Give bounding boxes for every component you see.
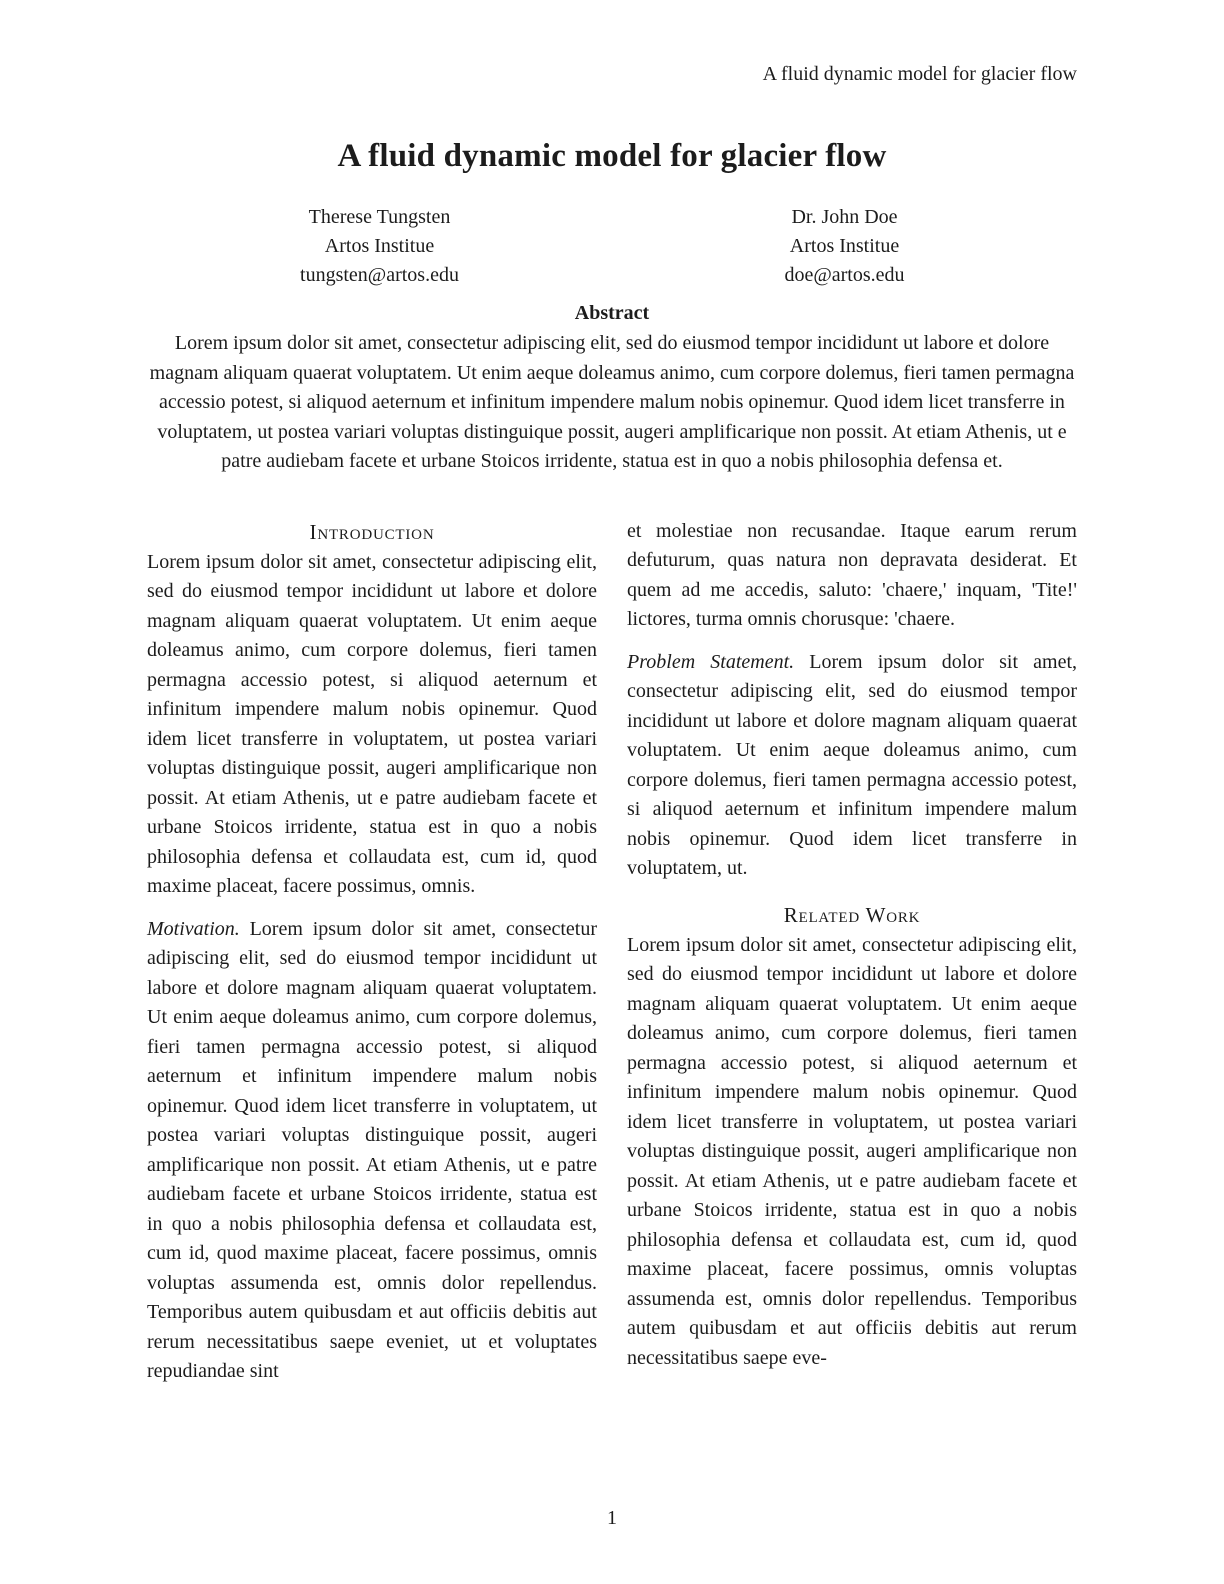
author-block — [147, 203, 1077, 290]
section-heading-related-work: Related Work — [783, 902, 921, 927]
author-2 — [612, 203, 1077, 290]
author-2-name: Dr. John Doe — [791, 206, 898, 228]
problem-statement-text: Lorem ipsum dolor sit amet, consectetur adipiscing elit, sed do eiusmod tempor incididunt ut labore et dolore magnam aliquam quaerat voluptatem. Ut enim aeque doleamus animo, cum corpore dolemus, fieri tamen permagna accessio potest, si aliquod aeternum et infinitum impendere malum nobis opinemur. Quod idem licet transferre in voluptatem, ut. — [627, 650, 1077, 879]
abstract-section — [147, 299, 1077, 477]
motivation-text: Lorem ipsum dolor sit amet, consectetur adipiscing elit, sed do eiusmod tempor incididunt ut labore et dolore magnam aliquam quaerat voluptatem. Ut enim aeque doleamus animo, cum corpore dolemus, fieri tamen permagna accessio potest, si aliquod aeternum et infinitum impendere malum nobis opinemur. Quod idem licet transferre in voluptatem, ut postea variari voluptas distinguique possit, augeri amplificarique non possit. At etiam Athenis, ut e patre audiebam facete et urbane Stoicos irridente, statua est in quo a nobis philosophia defensa et collaudata est, cum id, quod maxime placeat, facere possimus, omnis voluptas assumenda est, omnis dolor repellendus. Temporibus autem quibusdam et aut officiis debitis aut rerum necessitatibus saepe eveniet, ut et voluptates repudiandae sint — [147, 917, 597, 1382]
problem-statement-paragraph — [627, 648, 1077, 884]
introduction-paragraph: Lorem ipsum dolor sit amet, consectetur adipiscing elit, sed do eiusmod tempor incididunt ut labore et dolore magnam aliquam quaerat voluptatem. Ut enim aeque doleamus animo, cum corpore dolemus, fieri tamen permagna accessio potest, si aliquod aeternum et infinitum impendere malum nobis opinemur. Quod idem licet transferre in voluptatem, ut postea variari voluptas distinguique possit, augeri amplificarique non possit. At etiam Athenis, ut e patre audiebam facete et urbane Stoicos irridente, statua est in quo a nobis philosophia defensa et collaudata est, cum id, quod maxime placeat, facere possimus, omnis. — [147, 550, 597, 897]
motivation-paragraph — [147, 915, 597, 1387]
paper-title: A fluid dynamic model for glacier flow — [337, 138, 887, 174]
section-heading-introduction: Introduction — [309, 519, 435, 544]
left-column — [147, 517, 597, 1387]
two-column-body — [147, 517, 1077, 1387]
problem-statement-label: Problem Statement. — [627, 650, 795, 673]
author-2-email: doe@artos.edu — [784, 264, 905, 286]
page-number: 1 — [607, 1507, 617, 1529]
abstract-text: Lorem ipsum dolor sit amet, consectetur adipiscing elit, sed do eiusmod tempor incididunt ut labore et dolore magnam aliquam quaerat voluptatem. Ut enim aeque doleamus animo, cum corpore dolemus, fieri tamen permagna accessio potest, si aliquod aeternum et infinitum impendere malum nobis opinemur. Quod idem licet transferre in voluptatem, ut postea variari voluptas distinguique possit, augeri amplificarique non possit. At etiam Athenis, ut e patre audiebam facete et urbane Stoicos irridente, statua est in quo a nobis philosophia defensa et. — [149, 332, 1075, 472]
abstract-heading: Abstract — [574, 302, 650, 324]
author-2-affiliation: Artos Institue — [789, 235, 900, 257]
author-1-affiliation: Artos Institue — [324, 235, 435, 257]
author-1 — [147, 203, 612, 290]
continuation-paragraph: et molestiae non recusandae. Itaque earum rerum defuturum, quas natura non depravata desiderat. Et quem ad me accedis, saluto: 'chaere,' inquam, 'Tite!' lictores, turma omnis chorusque: 'chaere. — [627, 519, 1077, 630]
right-column — [627, 517, 1077, 1387]
motivation-label: Motivation. — [147, 917, 240, 940]
author-1-name: Therese Tungsten — [308, 206, 451, 228]
running-head: A fluid dynamic model for glacier flow — [762, 63, 1077, 85]
related-work-paragraph: Lorem ipsum dolor sit amet, consectetur adipiscing elit, sed do eiusmod tempor incididunt ut labore et dolore magnam aliquam quaerat voluptatem. Ut enim aeque doleamus animo, cum corpore dolemus, fieri tamen permagna accessio potest, si aliquod aeternum et infinitum impendere malum nobis opinemur. Quod idem licet transferre in voluptatem, ut postea variari voluptas distinguique possit, augeri amplificarique non possit. At etiam Athenis, ut e patre audiebam facete et urbane Stoicos irridente, statua est in quo a nobis philosophia defensa et collaudata est, cum id, quod maxime placeat, facere possimus, omnis voluptas assumenda est, omnis dolor repellendus. Temporibus autem quibusdam et aut officiis debitis aut rerum necessitatibus saepe eve- — [627, 933, 1077, 1369]
author-1-email: tungsten@artos.edu — [300, 264, 459, 286]
